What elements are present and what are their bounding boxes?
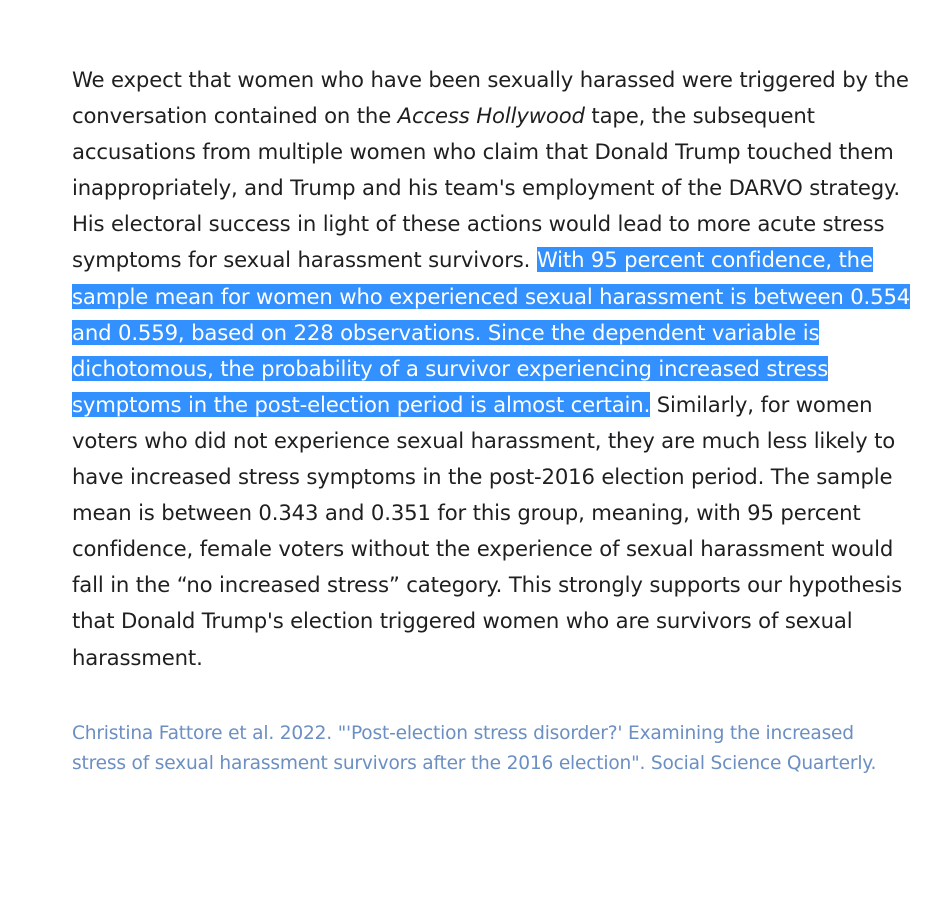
citation: Christina Fattore et al. 2022. "'Post-election stress disorder?' Examining the increased stress of sexual harassment survivors after the 2016 election". Social Science Quarterly. (72, 722, 877, 774)
paragraph-text-part2: tape, the subsequent accusations from multiple women who claim that Donald Trump touched them inappropriately, and Trump and his team's employment of the DARVO strategy. His electoral success in light of these actions would lead to more acute stress symptoms for sexual harassment survivors. (72, 103, 900, 273)
paragraph-text-part1: We expect that women who have been sexually harassed were triggered by the conversation contained on the (72, 67, 909, 129)
paragraph-text-part3: Similarly, for women voters who did not experience sexual harassment, they are much less likely to have increased stress symptoms in the post-2016 election period. The sample mean is between 0.343 and 0.351 for this group, meaning, with 95 percent confidence, female voters without the experience of sexual harassment would fall in the “no increased stress” category. This strongly supports our hypothesis that Donald Trump's election triggered women who are survivors of sexual harassment. (72, 391, 902, 670)
selected-text-highlight[interactable]: With 95 percent confidence, the sample mean for women who experienced sexual harassment is between 0.554 and 0.559, based on 228 observations. Since the dependent variable is dichotomous, the probability of a survivor experiencing increased stress symptoms in the post-election period is almost certain. (72, 247, 911, 417)
article (72, 62, 912, 779)
body-paragraph (72, 62, 912, 676)
paragraph-italic-title: Access Hollywood (397, 103, 585, 129)
